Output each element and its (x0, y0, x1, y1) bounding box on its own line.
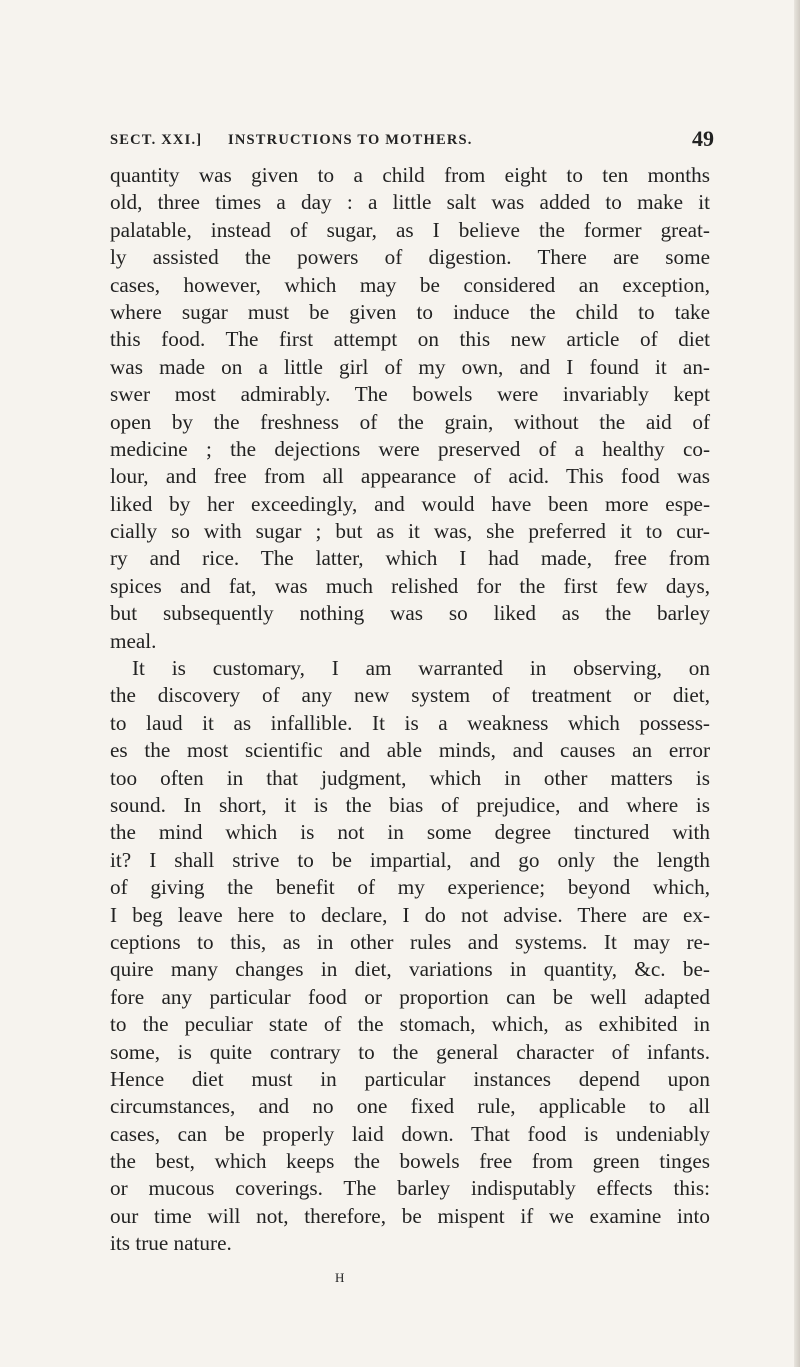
text-line: some, is quite contrary to the general character of infants. (110, 1039, 710, 1064)
text-line: to laud it as infallible. It is a weakness which possess- (110, 710, 710, 735)
text-line: this food. The first attempt on this new article of diet (110, 327, 710, 352)
text-line: lour, and free from all appearance of acid. This food was (110, 464, 710, 489)
page-edge (794, 0, 800, 1367)
text-line: cases, however, which may be considered an exception, (110, 272, 710, 297)
text-line: fore any particular food or proportion can be well adapted (110, 984, 710, 1009)
body-text (110, 162, 710, 1258)
text-line: where sugar must be given to induce the child to take (110, 299, 710, 324)
text-line: of giving the benefit of my experience; beyond which, (110, 875, 710, 900)
text-line: I beg leave here to declare, I do not advise. There are ex- (110, 902, 710, 927)
text-line: quire many changes in diet, variations in quantity, &c. be- (110, 957, 710, 982)
text-line: meal. (110, 628, 157, 653)
text-line: but subsequently nothing was so liked as the barley (110, 601, 710, 626)
text-line: sound. In short, it is the bias of prejudice, and where is (110, 792, 710, 817)
running-head (110, 126, 714, 162)
text-line: the best, which keeps the bowels free from green tinges (110, 1149, 710, 1174)
text-line: cases, can be properly laid down. That food is undeniably (110, 1121, 710, 1146)
text-line: es the most scientific and able minds, and causes an error (110, 738, 710, 763)
text-line: too often in that judgment, which in other matters is (110, 765, 710, 790)
text-line: the mind which is not in some degree tinctured with (110, 820, 710, 845)
text-line: circumstances, and no one fixed rule, applicable to all (110, 1094, 710, 1119)
text-line: open by the freshness of the grain, without the aid of (110, 409, 710, 434)
book-page (110, 126, 714, 1286)
text-line: quantity was given to a child from eight to ten months (110, 163, 710, 187)
text-line: ry and rice. The latter, which I had made, free from (110, 546, 710, 571)
text-line: swer most admirably. The bowels were invariably kept (110, 382, 710, 407)
text-line: palatable, instead of sugar, as I believe the former great- (110, 217, 710, 242)
text-line: Hence diet must in particular instances depend upon (110, 1066, 710, 1091)
text-line: to the peculiar state of the stomach, which, as exhibited in (110, 1012, 710, 1037)
text-line: it? I shall strive to be impartial, and go only the length (110, 847, 710, 872)
text-line: the discovery of any new system of treatment or diet, (110, 683, 710, 708)
text-line: It is customary, I am warranted in observing, on (132, 656, 710, 681)
text-line: liked by her exceedingly, and would have been more espe- (110, 491, 710, 516)
section-label: SECT. XXI.] (110, 132, 203, 148)
text-line: cially so with sugar ; but as it was, she preferred it to cur- (110, 519, 710, 544)
running-title: INSTRUCTIONS TO MOTHERS. (228, 132, 473, 148)
text-line: spices and fat, was much relished for the first few days, (110, 573, 710, 598)
text-line: ly assisted the powers of digestion. There are some (110, 245, 710, 270)
text-line: its true nature. (110, 1231, 232, 1256)
text-line: ceptions to this, as in other rules and systems. It may re- (110, 929, 710, 954)
text-line: was made on a little girl of my own, and I found it an- (110, 354, 710, 379)
text-line: our time will not, therefore, be mispent if we examine into (110, 1203, 710, 1228)
text-line: or mucous coverings. The barley indisputably effects this: (110, 1176, 710, 1201)
text-line: medicine ; the dejections were preserved of a healthy co- (110, 436, 710, 461)
page-number: 49 (692, 126, 714, 151)
text-line: old, three times a day : a little salt was added to make it (110, 190, 710, 215)
signature-mark: H (335, 1269, 346, 1285)
